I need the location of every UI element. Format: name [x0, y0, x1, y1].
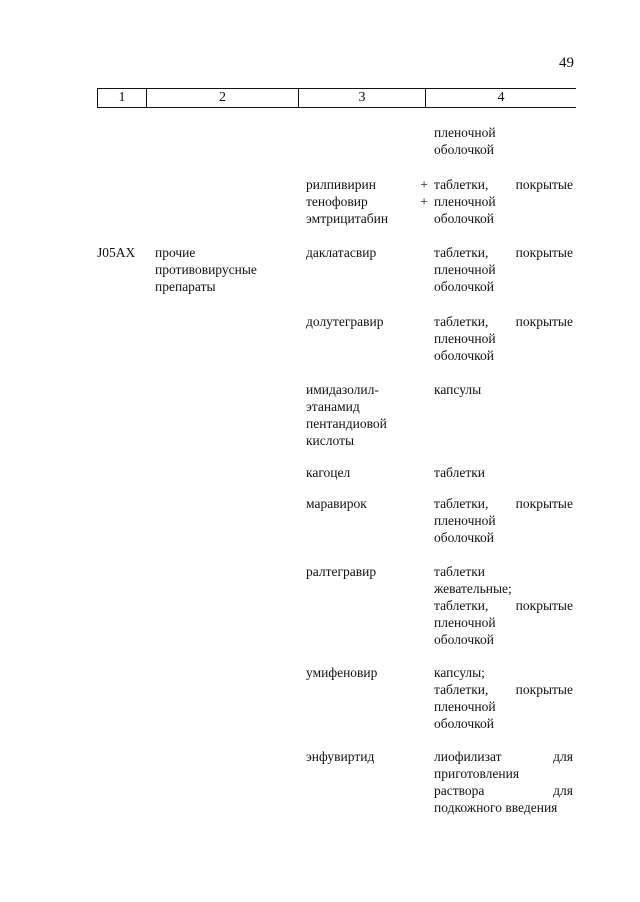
form-line: таблетки, покрытые	[434, 177, 573, 192]
form-line: пленочной	[434, 125, 496, 140]
form-line: пленочной	[434, 513, 496, 528]
combo-dosage-form	[434, 176, 573, 227]
form-line: жевательные;	[434, 581, 512, 596]
drug-name-line: этанамид	[306, 399, 360, 414]
form-line: пленочной	[434, 194, 496, 209]
drug-name: тенофовир	[306, 194, 368, 209]
form-line: лиофилизат для	[434, 749, 573, 764]
combo-plus-signs	[418, 176, 430, 210]
drug-name	[306, 381, 418, 449]
form-line: таблетки, покрытые	[434, 598, 573, 613]
atc-code: J05AX	[97, 245, 136, 260]
drug-name: рилпивирин	[306, 177, 376, 192]
table-header	[97, 88, 576, 108]
form-line: таблетки	[434, 564, 486, 579]
dosage-form	[434, 563, 573, 648]
form-line: капсулы	[434, 382, 482, 397]
form-line: таблетки, покрытые	[434, 314, 573, 329]
combo-drug-names	[306, 176, 418, 227]
form-line: оболочкой	[434, 211, 494, 226]
form-line: оболочкой	[434, 530, 494, 545]
atc-group-name	[155, 244, 295, 295]
dosage-form	[434, 381, 573, 398]
plus-sign: +	[420, 177, 428, 192]
form-line: оболочкой	[434, 632, 494, 647]
header-col-3: 3	[299, 89, 426, 107]
drug-name: маравирок	[306, 496, 367, 511]
form-line: приготовления	[434, 766, 520, 781]
drug-name: эмтрицитабин	[306, 211, 389, 226]
form-line: пленочной	[434, 615, 496, 630]
drug-name-line: пентандиовой	[306, 416, 387, 431]
drug-name: ралтегравир	[306, 564, 377, 579]
dosage-form	[434, 313, 573, 364]
header-col-2: 2	[147, 89, 299, 107]
form-line: таблетки, покрытые	[434, 496, 573, 511]
group-name-line: противовирусные	[155, 262, 257, 277]
drug-name-line: кислоты	[306, 433, 355, 448]
drug-name-line: имидазолил-	[306, 382, 379, 397]
form-line: капсулы;	[434, 665, 485, 680]
form-line: таблетки, покрытые	[434, 682, 573, 697]
dosage-form	[434, 495, 573, 546]
form-line: пленочной	[434, 262, 496, 277]
group-name-line: прочие	[155, 245, 196, 260]
form-line: оболочкой	[434, 142, 494, 157]
form-line: оболочкой	[434, 716, 494, 731]
plus-sign: +	[420, 194, 428, 209]
form-line: оболочкой	[434, 348, 494, 363]
header-col-1: 1	[98, 89, 147, 107]
form-line: раствора для	[434, 783, 573, 798]
header-col-4: 4	[497, 90, 505, 105]
drug-name: даклатасвир	[306, 245, 377, 260]
form-line: оболочкой	[434, 279, 494, 294]
dosage-form	[434, 244, 573, 295]
form-line: таблетки	[434, 465, 486, 480]
dosage-form	[434, 664, 573, 732]
form-line: таблетки, покрытые	[434, 245, 573, 260]
group-name-line: препараты	[155, 279, 216, 294]
page-number: 49	[559, 55, 574, 71]
form-line: пленочной	[434, 699, 496, 714]
drug-name: долутегравир	[306, 314, 384, 329]
continuation-form	[434, 124, 573, 158]
dosage-form	[434, 748, 573, 816]
drug-name: энфувиртид	[306, 749, 375, 764]
form-line: пленочной	[434, 331, 496, 346]
drug-name: кагоцел	[306, 465, 351, 480]
drug-name: умифеновир	[306, 665, 378, 680]
form-line: подкожного введения	[434, 800, 558, 815]
dosage-form	[434, 464, 573, 481]
